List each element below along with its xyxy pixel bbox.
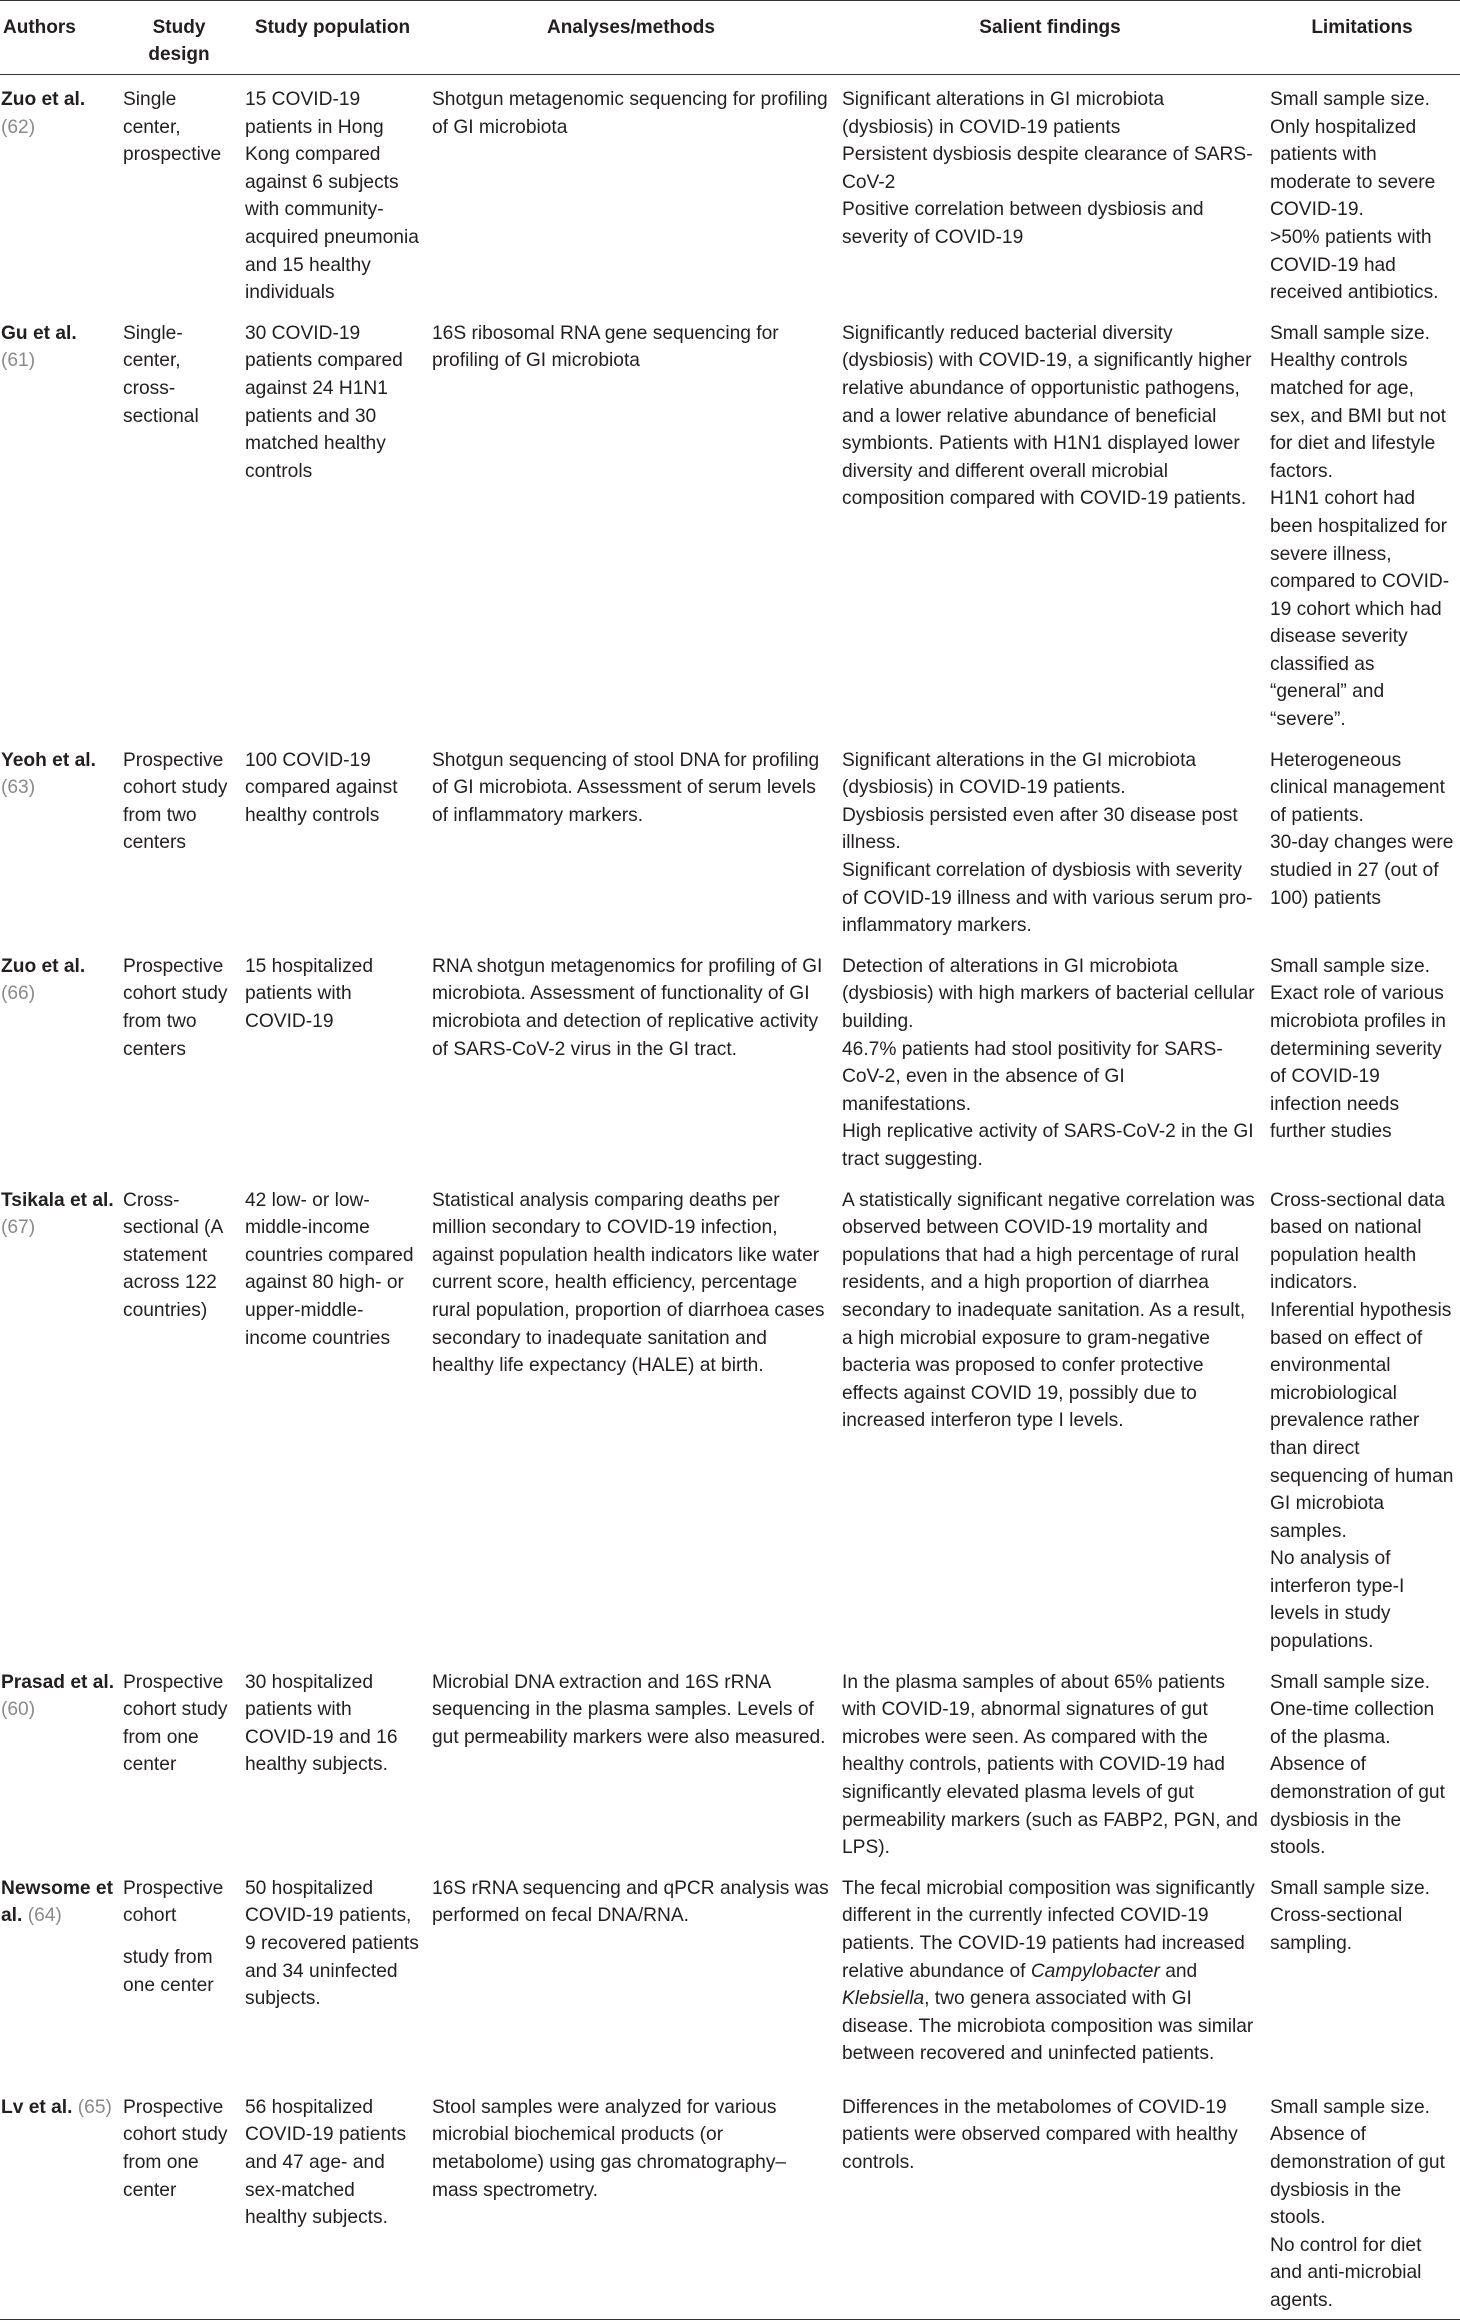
column-header-findings: Salient findings bbox=[836, 1, 1264, 75]
cell-author bbox=[0, 75, 119, 309]
cell-study-population: 100 COVID-19 compared against healthy controls bbox=[245, 749, 398, 826]
cell-study-design: Cross-sectional (A statement across 122 countries) bbox=[123, 1189, 223, 1321]
cell-study-design: Single center, prospective bbox=[123, 89, 222, 166]
finding-line: Differences in the metabolomes of COVID-19 patients were observed compared with healthy controls. bbox=[842, 2096, 1238, 2173]
limitation-line: No control for diet and anti-microbial agents. bbox=[1270, 2234, 1422, 2311]
table-row bbox=[0, 736, 1460, 942]
limitation-line: Cross-sectional data based on national population health indicators. bbox=[1270, 1189, 1445, 1294]
limitation-line: Healthy controls matched for age, sex, and BMI but not for diet and lifestyle factors. bbox=[1270, 350, 1446, 482]
finding-line: In the plasma samples of about 65% patients with COVID-19, abnormal signatures of gut microbes were seen. As compared with the healthy controls, patients with COVID-19 had significantly elevated plasma levels of gut permeability markers (such as FABP2, PGN, and LPS). bbox=[842, 1671, 1258, 1859]
limitation-line: Absence of demonstration of gut dysbiosis in the stools. bbox=[1270, 1754, 1445, 1859]
author-name: Tsikala et al. bbox=[1, 1189, 114, 1211]
cell-methods: Shotgun metagenomic sequencing for profiling of GI microbiota bbox=[432, 89, 828, 138]
cell-methods: Microbial DNA extraction and 16S rRNA sequencing in the plasma samples. Levels of gut permeability markers were also measured. bbox=[432, 1671, 826, 1748]
finding-text: The fecal microbial composition was significantly different in the currently infected COVID-19 patients. The COVID-19 patients had increased relative abundance of bbox=[842, 1877, 1255, 1982]
cell-limitations bbox=[1264, 1658, 1460, 1864]
reference-link[interactable]: (64) bbox=[27, 1905, 62, 1927]
cell-limitations bbox=[1264, 942, 1460, 1176]
cell-findings bbox=[836, 309, 1264, 736]
genus-name: Klebsiella bbox=[842, 1988, 925, 2010]
cell-author bbox=[0, 2083, 119, 2320]
reference-link[interactable]: (61) bbox=[1, 350, 36, 372]
cell-author bbox=[0, 942, 119, 1176]
finding-line: Significant alterations in GI microbiota (dysbiosis) in COVID-19 patients bbox=[842, 89, 1165, 138]
study-design-line: Prospective cohort bbox=[123, 1877, 224, 1927]
limitation-line: Heterogeneous clinical management of patients. bbox=[1270, 749, 1445, 826]
cell-findings bbox=[836, 736, 1264, 942]
cell-study-design: Prospective cohort study from two centers bbox=[123, 955, 228, 1060]
reference-link[interactable]: (66) bbox=[1, 983, 36, 1005]
cell-limitations bbox=[1264, 1176, 1460, 1658]
reference-link[interactable]: (62) bbox=[1, 116, 36, 138]
header-row bbox=[0, 1, 1460, 75]
reference-link[interactable]: (65) bbox=[77, 2096, 112, 2118]
limitation-line: Small sample size. bbox=[1270, 322, 1430, 344]
author-name: Prasad et al. bbox=[1, 1671, 115, 1693]
cell-study-design: Single-center, cross-sectional bbox=[123, 322, 199, 427]
finding-line: Significant correlation of dysbiosis with severity of COVID-19 illness and with various serum pro-inflammatory markers. bbox=[842, 860, 1253, 937]
limitation-line: 30-day changes were studied in 27 (out of 100) patients bbox=[1270, 832, 1454, 909]
column-header-study-population: Study population bbox=[239, 1, 426, 75]
limitation-line: One-time collection of the plasma. bbox=[1270, 1699, 1435, 1748]
cell-methods: RNA shotgun metagenomics for profiling of GI microbiota. Assessment of functionality of GI microbiota and detection of replicative activity of SARS-CoV-2 virus in the GI tract. bbox=[432, 955, 823, 1060]
table-row bbox=[0, 1864, 1460, 2083]
finding-line: A statistically significant negative correlation was observed between COVID-19 mortality and populations that had a high percentage of rural residents, and a high proportion of diarrhea secondary to inadequate sanitation. As a result, a high microbial exposure to gram-negative bacteria was proposed to confer protective effects against COVID 19, possibly due to increased interferon type I levels. bbox=[842, 1189, 1255, 1432]
cell-methods: 16S rRNA sequencing and qPCR analysis was performed on fecal DNA/RNA. bbox=[432, 1877, 829, 1927]
finding-line: Positive correlation between dysbiosis and severity of COVID-19 bbox=[842, 199, 1204, 248]
table-row bbox=[0, 75, 1460, 309]
author-name: Newsome et al. bbox=[1, 1877, 113, 1927]
finding-line: Dysbiosis persisted even after 30 disease post illness. bbox=[842, 804, 1238, 854]
cell-methods: Statistical analysis comparing deaths per million secondary to COVID-19 infection, against population health indicators like water current score, health efficiency, percentage rural population, proportion of diarrhoea cases secondary to inadequate sanitation and healthy life expectancy (HALE) at birth. bbox=[432, 1189, 825, 1377]
cell-findings bbox=[836, 942, 1264, 1176]
limitation-line: Only hospitalized patients with moderate to severe COVID-19. bbox=[1270, 116, 1436, 221]
cell-study-population: 42 low- or low-middle-income countries compared against 80 high- or upper-middle-income countries bbox=[245, 1189, 414, 1349]
cell-author bbox=[0, 1176, 119, 1658]
genus-name: Campylobacter bbox=[1030, 1960, 1160, 1982]
cell-author bbox=[0, 1658, 119, 1864]
cell-study-population: 15 hospitalized patients with COVID-19 bbox=[245, 955, 374, 1032]
author-name: Yeoh et al. bbox=[1, 749, 96, 771]
author-name: Zuo et al. bbox=[1, 89, 86, 110]
cell-study-design: Prospective cohort study from one center bbox=[119, 2083, 239, 2320]
cell-limitations bbox=[1264, 2083, 1460, 2320]
reference-link[interactable]: (63) bbox=[1, 777, 36, 799]
finding-line: Significant alterations in the GI microbiota (dysbiosis) in COVID-19 patients. bbox=[842, 749, 1197, 799]
cell-study-design: Prospective cohort study from two centers bbox=[123, 749, 228, 854]
finding-line: Persistent dysbiosis despite clearance of SARS-CoV-2 bbox=[842, 144, 1253, 193]
column-header-study-design: Study design bbox=[119, 1, 239, 75]
limitation-line: Small sample size. bbox=[1270, 1877, 1430, 1899]
cell-study-population: 15 COVID-19 patients in Hong Kong compared against 6 subjects with community-acquired pneumonia and 15 healthy individuals bbox=[245, 89, 419, 304]
cell-limitations bbox=[1264, 309, 1460, 736]
cell-study-population: 56 hospitalized COVID-19 patients and 47 age- and sex-matched healthy subjects. bbox=[239, 2083, 426, 2320]
limitation-line: Small sample size. bbox=[1270, 955, 1430, 977]
finding-line: Significantly reduced bacterial diversity (dysbiosis) with COVID-19, a significantly higher relative abundance of opportunistic pathogens, and a lower relative abundance of beneficial symbionts. Patients with H1N1 displayed lower diversity and different overall microbial composition compared with COVID-19 patients. bbox=[842, 322, 1252, 510]
cell-study-population: 30 hospitalized patients with COVID-19 and 16 healthy subjects. bbox=[245, 1671, 398, 1776]
limitation-line: Absence of demonstration of gut dysbiosis in the stools. bbox=[1270, 2124, 1445, 2229]
cell-methods: Stool samples were analyzed for various microbial biochemical products (or metabolome) using gas chromatography–mass spectrometry. bbox=[426, 2083, 836, 2320]
cell-study-population: 50 hospitalized COVID-19 patients, 9 recovered patients and 34 uninfected subjects. bbox=[245, 1877, 419, 2010]
cell-study-design bbox=[119, 1864, 239, 2083]
cell-study-population: 30 COVID-19 patients compared against 24 H1N1 patients and 30 matched healthy controls bbox=[245, 322, 403, 482]
column-header-methods: Analyses/methods bbox=[426, 1, 836, 75]
finding-text: and bbox=[1159, 1960, 1198, 1982]
limitation-line: Inferential hypothesis based on effect of environmental microbiological prevalence rather than direct sequencing of human GI microbiota samples. bbox=[1270, 1299, 1454, 1542]
cell-author bbox=[0, 309, 119, 736]
reference-link[interactable]: (60) bbox=[1, 1699, 36, 1721]
limitation-line: >50% patients with COVID-19 had received antibiotics. bbox=[1270, 226, 1439, 304]
reference-link[interactable]: (67) bbox=[1, 1217, 36, 1239]
limitation-line: H1N1 cohort had been hospitalized for severe illness, compared to COVID-19 cohort which had disease severity classified as “general” and “severe”. bbox=[1270, 488, 1450, 731]
table-row bbox=[0, 942, 1460, 1176]
column-header-limitations: Limitations bbox=[1264, 1, 1460, 75]
limitation-line: No analysis of interferon type-I levels in study populations. bbox=[1270, 1548, 1405, 1653]
cell-findings bbox=[836, 1864, 1264, 2083]
finding-line: High replicative activity of SARS-CoV-2 in the GI tract suggesting. bbox=[842, 1121, 1254, 1170]
cell-findings bbox=[836, 1176, 1264, 1658]
cell-study-design: Prospective cohort study from one center bbox=[123, 1671, 228, 1776]
author-name: Gu et al. bbox=[1, 322, 77, 344]
study-design-line: study from one center bbox=[123, 1947, 214, 1996]
cell-findings bbox=[836, 75, 1264, 309]
cell-findings bbox=[836, 2083, 1264, 2320]
cell-author bbox=[0, 1864, 119, 2083]
limitation-line: Exact role of various microbiota profiles in determining severity of COVID-19 infection needs further studies bbox=[1270, 983, 1446, 1143]
limitation-line: Small sample size. bbox=[1270, 89, 1430, 110]
cell-limitations bbox=[1264, 75, 1460, 309]
table-row bbox=[0, 1658, 1460, 1864]
author-name: Zuo et al. bbox=[1, 955, 86, 977]
cell-limitations bbox=[1264, 736, 1460, 942]
cell-findings bbox=[836, 1658, 1264, 1864]
cell-limitations bbox=[1264, 1864, 1460, 2083]
author-name: Lv et al. bbox=[1, 2096, 73, 2118]
limitation-line: Cross-sectional sampling. bbox=[1270, 1905, 1403, 1954]
finding-text: , two genera associated with GI disease. The microbiota composition was similar between recovered and uninfected patients. bbox=[842, 1988, 1254, 2065]
cell-methods: Shotgun sequencing of stool DNA for profiling of GI microbiota. Assessment of serum levels of inflammatory markers. bbox=[432, 749, 820, 826]
table-row bbox=[0, 309, 1460, 736]
finding-line: 46.7% patients had stool positivity for SARS-CoV-2, even in the absence of GI manifestations. bbox=[842, 1038, 1223, 1115]
limitation-line: Small sample size. bbox=[1270, 2096, 1430, 2118]
table-row bbox=[0, 1176, 1460, 1658]
table-row bbox=[0, 2083, 1460, 2320]
finding-line: Detection of alterations in GI microbiota (dysbiosis) with high markers of bacterial cellular building. bbox=[842, 955, 1255, 1032]
column-header-authors: Authors bbox=[0, 1, 119, 75]
limitation-line: Small sample size. bbox=[1270, 1671, 1430, 1693]
cell-author bbox=[0, 736, 119, 942]
cell-methods: 16S ribosomal RNA gene sequencing for profiling of GI microbiota bbox=[432, 322, 779, 372]
